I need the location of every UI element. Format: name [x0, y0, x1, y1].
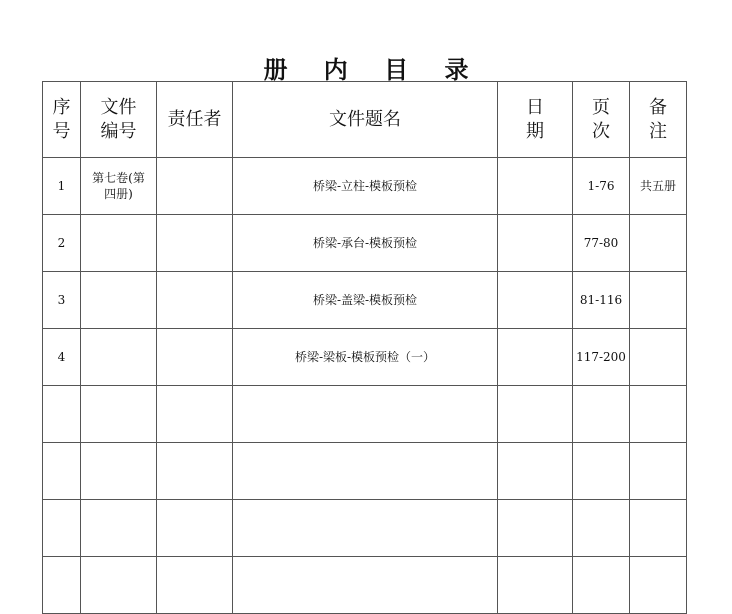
cell-file-no	[81, 386, 157, 443]
cell-file-no	[81, 557, 157, 614]
cell-seq	[43, 386, 81, 443]
cell-responsible	[157, 329, 233, 386]
cell-seq: 4	[43, 329, 81, 386]
cell-responsible	[157, 386, 233, 443]
cell-seq	[43, 557, 81, 614]
cell-title: 桥梁-立柱-模板预检	[233, 158, 498, 215]
table-row	[43, 329, 687, 386]
cell-responsible	[157, 272, 233, 329]
cell-date	[498, 443, 573, 500]
cell-remarks	[630, 443, 687, 500]
cell-seq: 1	[43, 158, 81, 215]
cell-title: 桥梁-盖梁-模板预检	[233, 272, 498, 329]
cell-pages: 77-80	[573, 215, 630, 272]
cell-remarks	[630, 386, 687, 443]
header-date: 日期	[498, 82, 573, 158]
header-file-no: 文件编号	[81, 82, 157, 158]
cell-pages	[573, 386, 630, 443]
cell-date	[498, 215, 573, 272]
cell-pages: 81-116	[573, 272, 630, 329]
cell-remarks: 共五册	[630, 158, 687, 215]
header-remarks: 备注	[630, 82, 687, 158]
cell-remarks	[630, 329, 687, 386]
cell-title	[233, 443, 498, 500]
cell-remarks	[630, 557, 687, 614]
table-row	[43, 500, 687, 557]
cell-pages: 117-200	[573, 329, 630, 386]
cell-remarks	[630, 272, 687, 329]
cell-file-no	[81, 500, 157, 557]
table-row	[43, 272, 687, 329]
cell-responsible	[157, 443, 233, 500]
cell-file-no: 第七卷(第四册)	[81, 158, 157, 215]
table-row	[43, 386, 687, 443]
header-page: 页次	[573, 82, 630, 158]
cell-file-no	[81, 215, 157, 272]
catalog-table	[42, 81, 687, 614]
cell-date	[498, 386, 573, 443]
table-row	[43, 557, 687, 614]
cell-responsible	[157, 500, 233, 557]
cell-title	[233, 386, 498, 443]
cell-pages	[573, 557, 630, 614]
cell-pages	[573, 500, 630, 557]
cell-seq: 2	[43, 215, 81, 272]
header-responsible: 责任者	[157, 82, 233, 158]
cell-date	[498, 272, 573, 329]
table-row	[43, 215, 687, 272]
header-seq: 序号	[43, 82, 81, 158]
cell-pages	[573, 443, 630, 500]
cell-seq	[43, 443, 81, 500]
cell-title: 桥梁-梁板-模板预检（一）	[233, 329, 498, 386]
cell-remarks	[630, 500, 687, 557]
cell-date	[498, 158, 573, 215]
cell-seq	[43, 500, 81, 557]
cell-date	[498, 557, 573, 614]
cell-title	[233, 557, 498, 614]
cell-file-no	[81, 272, 157, 329]
cell-title	[233, 500, 498, 557]
cell-responsible	[157, 557, 233, 614]
cell-date	[498, 329, 573, 386]
table-row	[43, 158, 687, 215]
header-file-title: 文件题名	[233, 82, 498, 158]
cell-remarks	[630, 215, 687, 272]
table-row	[43, 443, 687, 500]
cell-title: 桥梁-承台-模板预检	[233, 215, 498, 272]
cell-date	[498, 500, 573, 557]
cell-pages: 1-76	[573, 158, 630, 215]
cell-file-no	[81, 329, 157, 386]
cell-responsible	[157, 158, 233, 215]
header-row	[43, 82, 687, 158]
cell-seq: 3	[43, 272, 81, 329]
cell-file-no	[81, 443, 157, 500]
cell-responsible	[157, 215, 233, 272]
page-title: 册 内 目 录	[263, 55, 483, 84]
